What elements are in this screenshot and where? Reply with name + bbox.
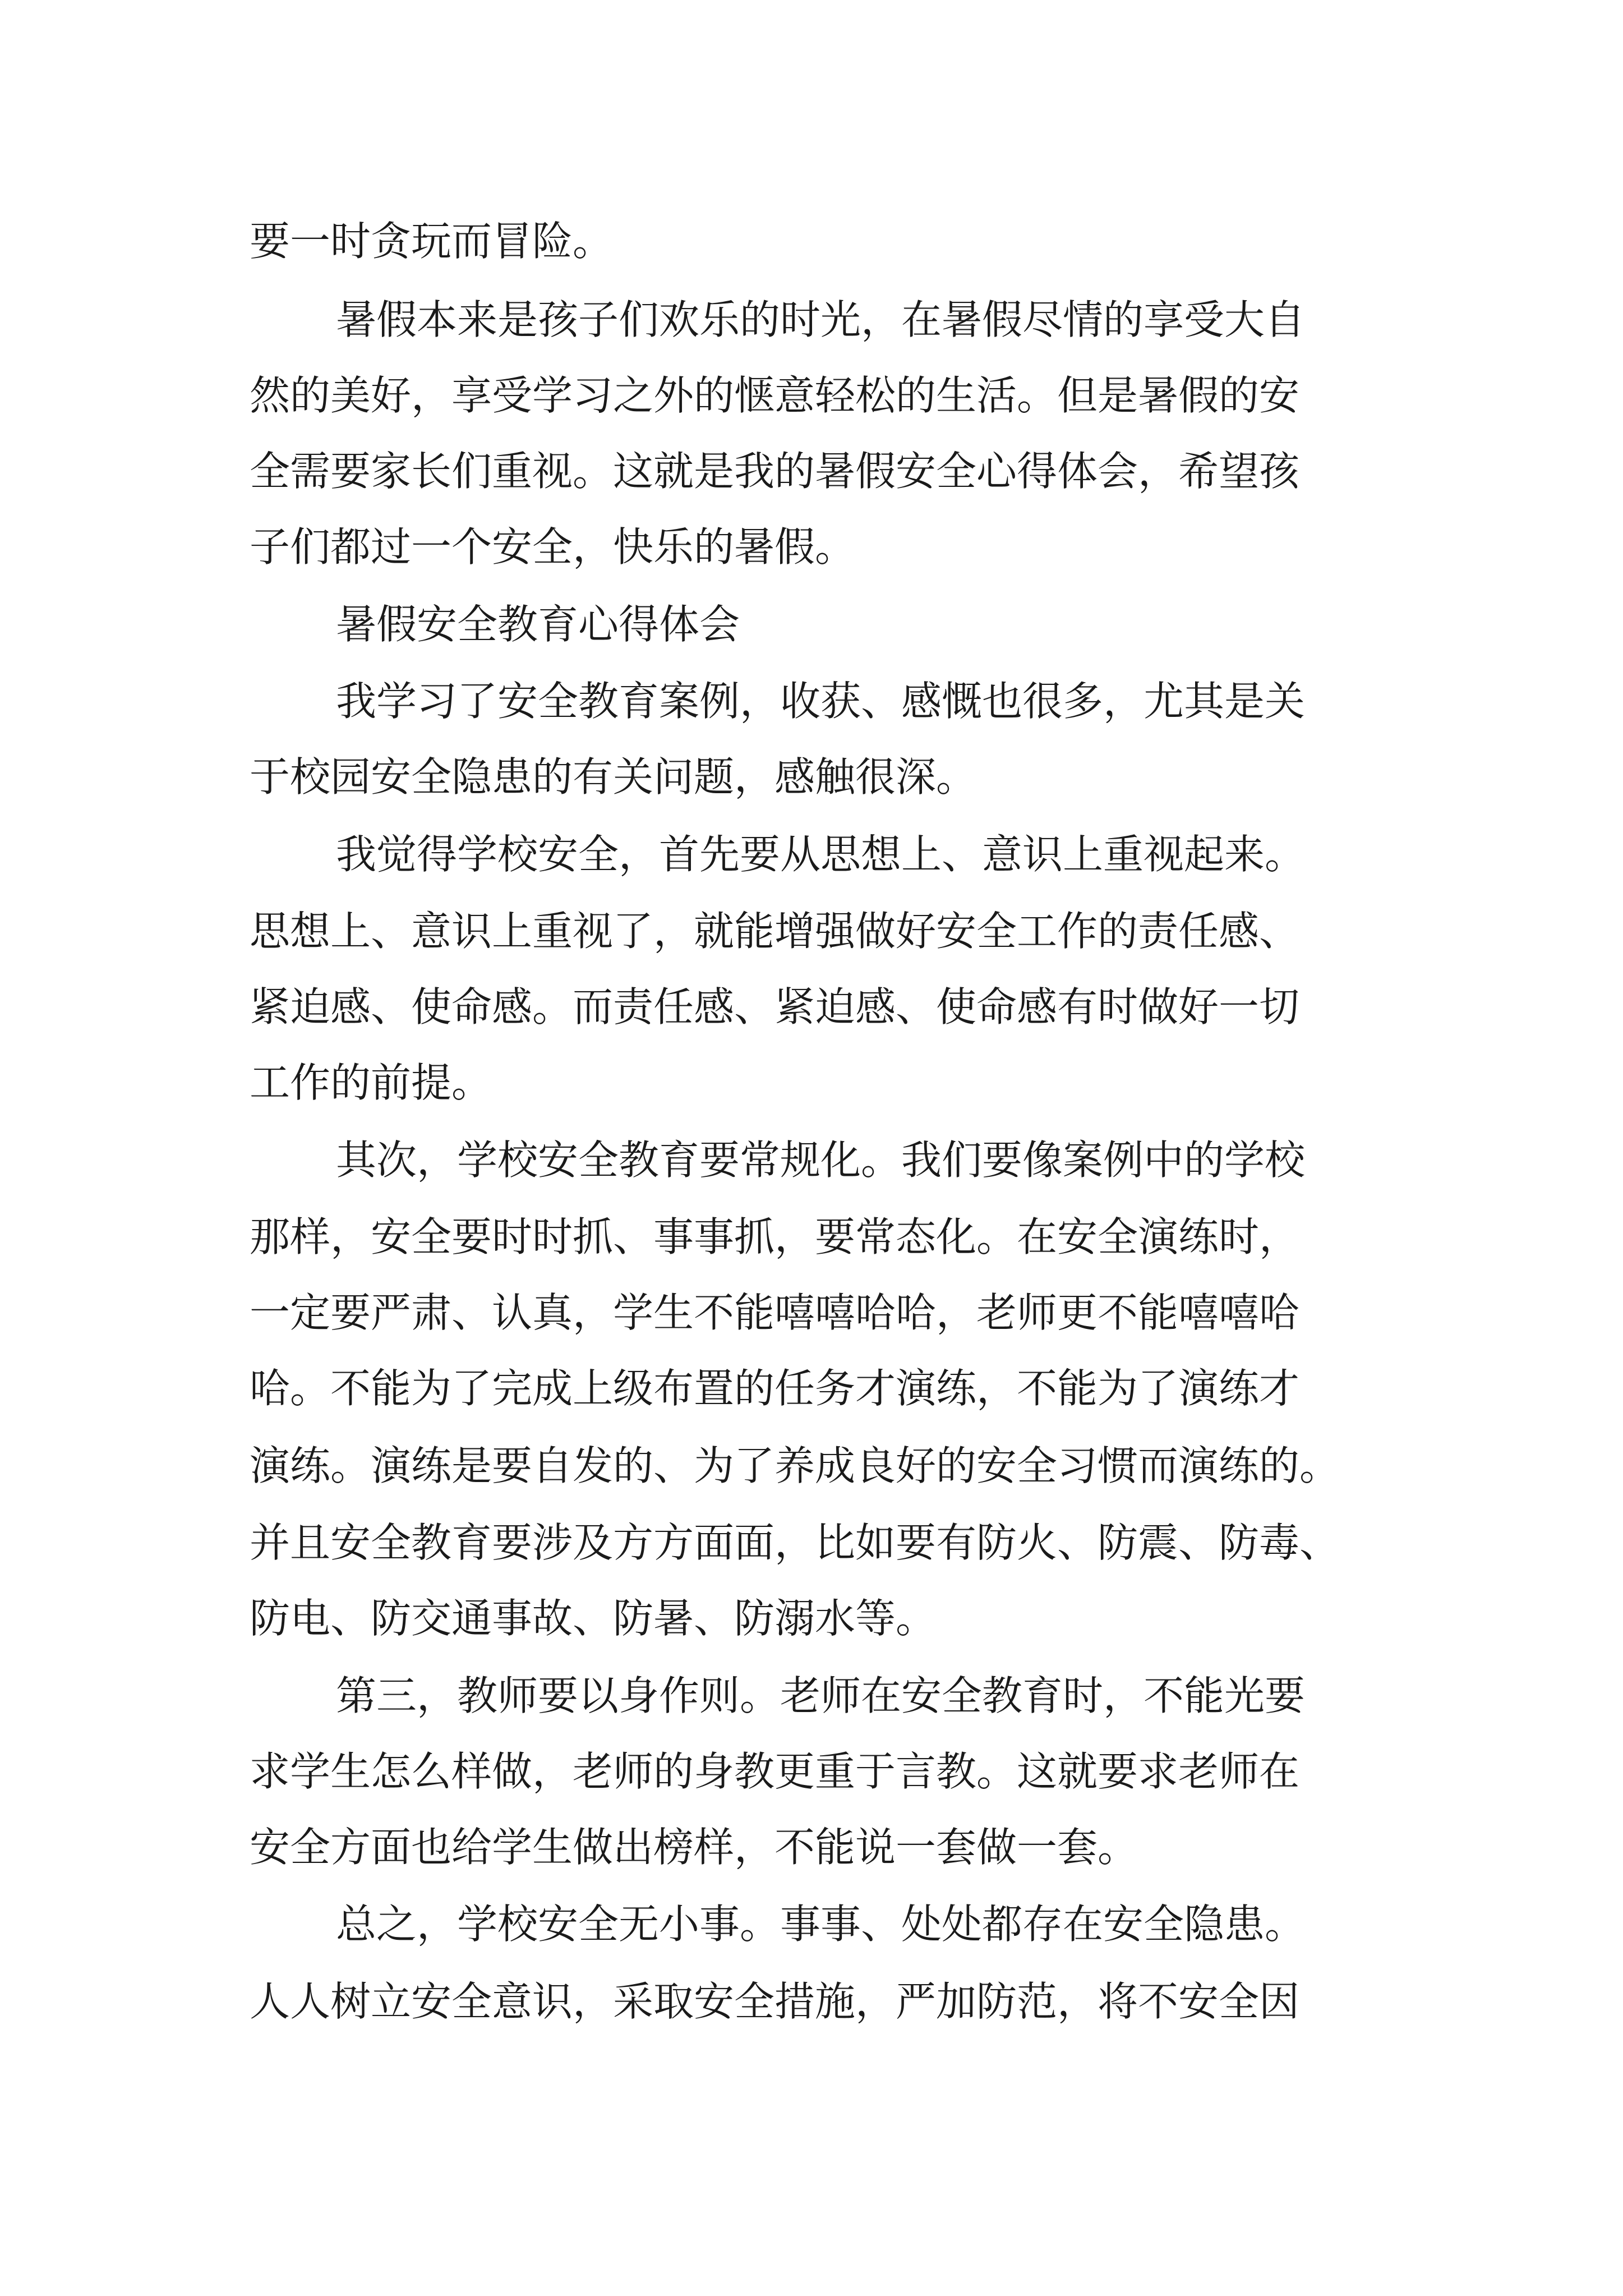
text-line: 人人树立安全意识，采取安全措施，严加防范，将不安全因 xyxy=(250,1978,1300,2025)
text-line: 演练。演练是要自发的、为了养成良好的安全习惯而演练的。 xyxy=(250,1442,1340,1489)
text-line: 然的美好，享受学习之外的惬意轻松的生活。但是暑假的安 xyxy=(250,372,1300,419)
paragraph-start: 我觉得学校安全，首先要从思想上、意识上重视起来。 xyxy=(336,831,1306,878)
text-line: 并且安全教育要涉及方方面面，比如要有防火、防震、防毒、 xyxy=(250,1519,1340,1566)
section-heading: 暑假安全教育心得体会 xyxy=(336,601,740,648)
paragraph-start: 第三，教师要以身作则。老师在安全教育时，不能光要 xyxy=(336,1672,1306,1719)
paragraph-start: 我学习了安全教育案例，收获、感慨也很多，尤其是关 xyxy=(336,678,1306,725)
text-line: 紧迫感、使命感。而责任感、紧迫感、使命感有时做好一切 xyxy=(250,983,1300,1030)
text-line: 安全方面也给学生做出榜样，不能说一套做一套。 xyxy=(250,1824,1138,1871)
text-line: 于校园安全隐患的有关问题，感触很深。 xyxy=(250,753,977,800)
paragraph-start: 暑假本来是孩子们欢乐的时光，在暑假尽情的享受大自 xyxy=(336,296,1306,343)
paragraph-start: 总之，学校安全无小事。事事、处处都存在安全隐患。 xyxy=(336,1901,1306,1948)
text-line: 防电、防交通事故、防暑、防溺水等。 xyxy=(250,1595,937,1642)
text-line: 那样，安全要时时抓、事事抓，要常态化。在安全演练时， xyxy=(250,1213,1300,1260)
text-line: 子们都过一个安全，快乐的暑假。 xyxy=(250,523,856,570)
text-line: 全需要家长们重视。这就是我的暑假安全心得体会，希望孩 xyxy=(250,448,1300,495)
paragraph-start: 其次，学校安全教育要常规化。我们要像案例中的学校 xyxy=(336,1137,1306,1184)
text-line: 哈。不能为了完成上级布置的任务才演练，不能为了演练才 xyxy=(250,1365,1300,1412)
text-line: 要一时贪玩而冒险。 xyxy=(250,218,614,265)
text-line: 一定要严肃、认真，学生不能嘻嘻哈哈，老师更不能嘻嘻哈 xyxy=(250,1289,1300,1336)
text-line: 工作的前提。 xyxy=(250,1059,492,1106)
text-line: 求学生怎么样做，老师的身教更重于言教。这就要求老师在 xyxy=(250,1748,1300,1795)
text-line: 思想上、意识上重视了，就能增强做好安全工作的责任感、 xyxy=(250,908,1300,955)
